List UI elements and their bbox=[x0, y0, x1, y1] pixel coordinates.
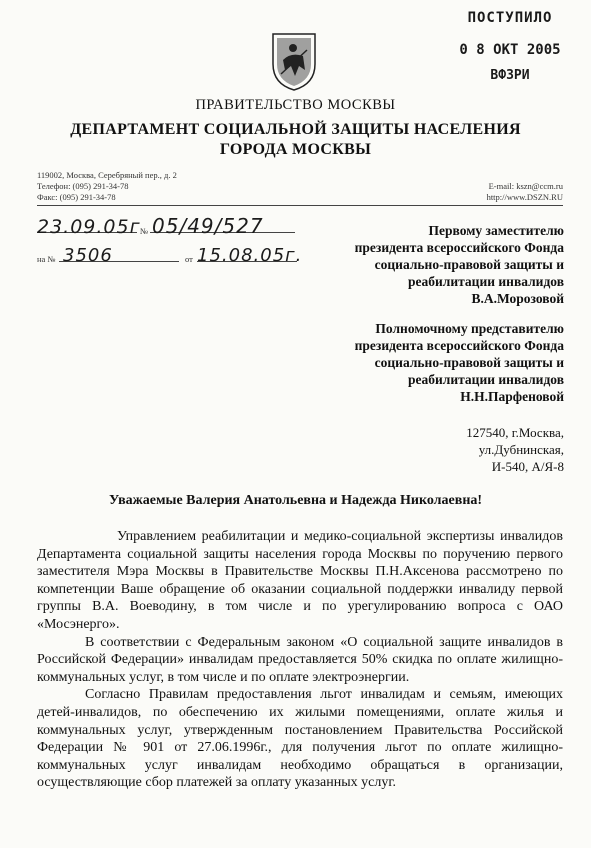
recipient-1-line: социально-правовой защиты и bbox=[374, 257, 564, 272]
letter-body bbox=[37, 528, 563, 792]
recipient-2-line: реабилитации инвалидов bbox=[408, 372, 564, 387]
paragraph: Управлением реабилитации и медико-социальной экспертизы инвалидов Департамента социальной защиты населения города Москвы по поручению первого заместителя Мэра Москвы в Правительстве Москвы П.Н.Аксенова рассмотрено по компетенции Ваше обращение об оказании социальной поддержки инвалиду первой группы В.А. Воеводину, в том числе и по урегулированию вопроса с ОАО «Мосэнерго». bbox=[37, 529, 563, 632]
received-stamp bbox=[440, 10, 580, 83]
salutation: Уважаемые Валерия Анатольевна и Надежда Николаевна! bbox=[108, 493, 483, 508]
postal-line: И-540, А/Я-8 bbox=[491, 459, 564, 474]
fax-line: Факс: (095) 291-34-78 bbox=[37, 192, 116, 202]
ref-number: 3506 bbox=[63, 245, 113, 266]
reg-block bbox=[37, 214, 303, 266]
recipient-2 bbox=[355, 320, 564, 405]
ref-date: 15.08.05г. bbox=[197, 245, 303, 266]
reg-number-prefix: № bbox=[140, 226, 149, 236]
address-line: 119002, Москва, Серебряный пер., д. 2 bbox=[37, 170, 177, 180]
postal-line: 127540, г.Москва, bbox=[466, 425, 564, 440]
stamp-received-label: ПОСТУПИЛО bbox=[467, 10, 553, 26]
reg-date: 23.09.05г bbox=[37, 216, 141, 238]
ref-date-prefix: от bbox=[185, 254, 193, 264]
email-line: E-mail: kszn@ccm.ru bbox=[488, 181, 563, 191]
postal-line: ул.Дубнинская, bbox=[478, 442, 564, 457]
ref-number-prefix: на № bbox=[37, 254, 56, 264]
postal-address bbox=[466, 424, 564, 475]
phone-line: Телефон: (095) 291-34-78 bbox=[37, 181, 129, 191]
recipient-2-line: президента всероссийского Фонда bbox=[354, 338, 564, 353]
recipient-1 bbox=[355, 222, 564, 307]
contact-left bbox=[37, 170, 177, 203]
recipient-1-line: президента всероссийского Фонда bbox=[354, 240, 564, 255]
department-title-line2: ГОРОДА МОСКВЫ bbox=[219, 141, 372, 158]
paragraph: В соответствии с Федеральным законом «О социальной защите инвалидов в Российской Федерации» инвалидам предоставляется 50% скидка по оплате жилищно-коммунальных услуг, в том числе и по оплате электроэнергии. bbox=[37, 634, 563, 685]
department-title bbox=[0, 120, 591, 160]
department-title-line1: ДЕПАРТАМЕНТ СОЦИАЛЬНОЙ ЗАЩИТЫ НАСЕЛЕНИЯ bbox=[70, 121, 521, 138]
reg-number: 05/49/527 bbox=[152, 214, 264, 238]
stamp-code: ВФЗРИ bbox=[490, 68, 530, 83]
stamp-date: 0 8 ОКТ 2005 bbox=[459, 42, 561, 58]
recipient-1-line: Первому заместителю bbox=[428, 223, 564, 238]
moscow-emblem bbox=[269, 30, 319, 92]
government-title: ПРАВИТЕЛЬСТВО МОСКВЫ bbox=[195, 97, 396, 113]
recipient-2-line: социально-правовой защиты и bbox=[374, 355, 564, 370]
recipient-2-name: Н.Н.Парфеновой bbox=[460, 389, 564, 404]
recipient-2-line: Полномочному представителю bbox=[375, 321, 564, 336]
recipient-1-line: реабилитации инвалидов bbox=[408, 274, 564, 289]
contact-right bbox=[487, 181, 563, 203]
site-line: http://www.DSZN.RU bbox=[486, 192, 563, 202]
recipient-1-name: В.А.Морозовой bbox=[471, 291, 564, 306]
header-divider bbox=[37, 205, 563, 206]
paragraph: Согласно Правилам предоставления льгот инвалидам и семьям, имеющих детей-инвалидов, по обеспечению их жилыми помещениями, оплате жилья и коммунальных услуг, утвержденным постановлением Правительства Российской Федерации № 901 от 27.06.1996г., для получения льгот по оплате жилищно-коммунальных услуг инвалидам необходимо обращаться в организации, осуществляющие сбор платежей за оплату указанных услуг. bbox=[37, 687, 563, 791]
